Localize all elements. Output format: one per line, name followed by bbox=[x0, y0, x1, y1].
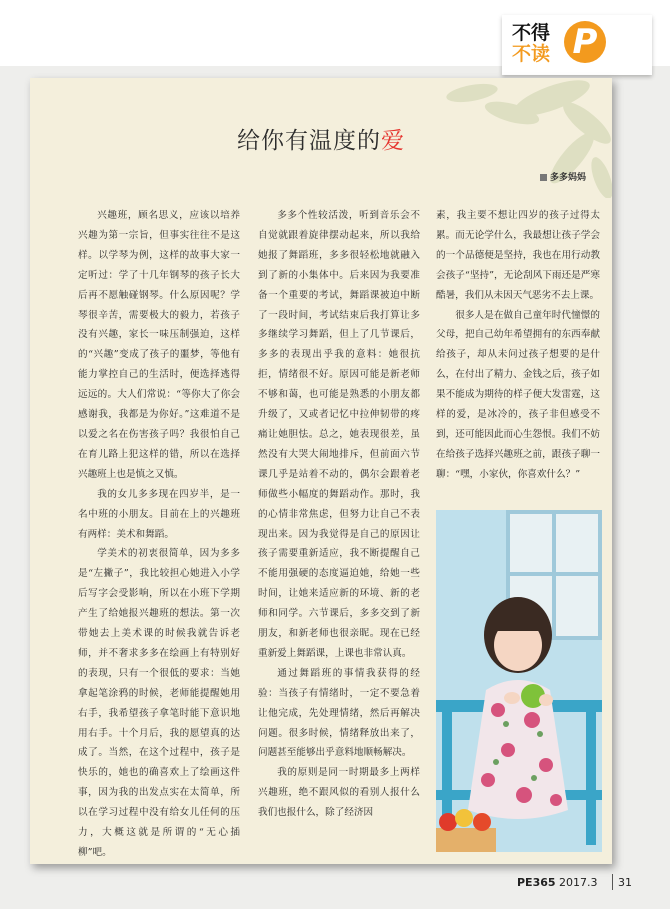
paragraph: 通过舞蹈班的事情我获得的经验：当孩子有情绪时，一定不要急着让他完成，先处理情绪，然后再解决问题。很多时候，情绪释放出来了，问题甚至能够出乎意料地顺畅解决。 bbox=[258, 667, 420, 759]
author-byline bbox=[540, 170, 586, 183]
footer-magazine bbox=[517, 876, 598, 889]
paragraph: 素，我主要不想让四岁的孩子过得太累。而无论学什么，我最想让孩子学会的一个品德便是坚持，我也在用行动教会孩子“坚持”，无论刮风下雨还是严寒酷暑，我们从未因天气恶劣不去上课。 bbox=[436, 210, 600, 301]
paragraph: 多多个性较活泼，听到音乐会不自觉就跟着旋律摆动起来，所以我给她报了舞蹈班，多多很轻松地就融入到了新的小集体中。后来因为我要准备一个重要的考试，舞蹈课被迫中断了一段时间，考试结束后我打算让多多继续学习舞蹈，但上了几节课后，多多的表现出乎我的意料：她很抗拒，情绪很不好。原因可能是新老师不够和蔼，也可能是熟悉的小朋友都升级了，又或者记忆中拉伸韧带的疼痛让她胆怯。总之，她表现很差，虽然没有大哭大闹地排斥，但前面六节课几乎是站着不动的，偶尔会跟着老师做些小幅度的舞蹈动作。那时，我的心情非常焦虑，但努力让自己不表现出来。因为我觉得是自己的原因让孩子需要重新适应，我不断提醒自己不能用强硬的态度逼迫她，给她一些时间，让她来适应新的环境、新的老师和同学。六节课后，多多交到了新朋友，和新老师也很亲昵。现在已经重新爱上舞蹈课，上课也非常认真。 bbox=[258, 210, 420, 659]
column-badge bbox=[502, 15, 652, 75]
paragraph: 我的原则是同一时期最多上两样兴趣班，绝不跟风似的看别人报什么我们也报什么，除了经济因 bbox=[258, 767, 420, 819]
article-title bbox=[30, 122, 612, 155]
footer-issue: 2017.3 bbox=[559, 876, 598, 889]
byline-square-icon bbox=[540, 174, 547, 181]
girl-photo bbox=[436, 510, 602, 852]
author-name: 多多妈妈 bbox=[550, 173, 587, 183]
text-column-1 bbox=[78, 206, 240, 863]
page-number: 31 bbox=[618, 876, 632, 889]
article-title-main: 给你有温度的 bbox=[237, 128, 381, 154]
paragraph: 兴趣班，顾名思义，应该以培养兴趣为第一宗旨，但事实往往不是这样。以学琴为例，这样的故事大家一定听过：学了十几年钢琴的孩子长大后再不愿触碰钢琴。什么原因呢？学琴很辛苦，需要极大的毅力，若孩子没有兴趣，家长一味压制强迫，这样的“兴趣”变成了孩子的噩梦，等他有能力掌控自己的生活时，便选择逃得远远的。大人们常说：“等你大了你会感谢我，我都是为你好。”这难道不是以爱之名在伤害孩子吗？我很怕自己在育儿路上犯这样的错，所以在选择兴趣班上也是慎之又慎。 bbox=[78, 210, 240, 480]
column-badge-text bbox=[512, 23, 556, 65]
article-title-highlight: 爱 bbox=[381, 128, 405, 154]
footer-brand-name: PE365 bbox=[517, 876, 556, 889]
text-column-2 bbox=[258, 206, 420, 823]
article-page bbox=[30, 78, 612, 864]
p-logo-icon: P bbox=[564, 21, 606, 63]
paragraph: 我的女儿多多现在四岁半，是一名中班的小朋友。目前在上的兴趣班有两样：美术和舞蹈。 bbox=[78, 488, 240, 540]
paragraph: 很多人是在做自己童年时代憧憬的父母，把自己幼年希望拥有的东西奉献给孩子，却从未问过孩子想要的是什么，在付出了精力、金钱之后，孩子如果不能成为期待的样子便大发雷霆，这样的爱，是冰冷的，孩子非但感受不到，还可能因此而心生怨恨。我们不妨在给孩子选择兴趣班之前，跟孩子聊一聊：“嘿，小家伙，你喜欢什么？” bbox=[436, 309, 600, 480]
footer-divider bbox=[612, 874, 613, 890]
badge-line-1: 不得 bbox=[512, 22, 551, 44]
paragraph: 学美术的初衷很简单，因为多多是“左撇子”，我比较担心她进入小学后写字会受影响，所以在小班下学期产生了给她报兴趣班的想法。第一次带她去上美术课的时候我就告诉老师，并不奢求多多在绘画上有特别好的表现，只有一个很低的要求：当她拿起笔涂鸦的时候，老师能提醒她用右手，我希望孩子拿笔时能下意识地用右手。十个月后，我的愿望真的达成了。当然，在这个过程中，孩子是快乐的，她也的确喜欢上了绘画这件事，因为我的出发点实在太简单，所以在学习过程中没有给女儿任何的压力，大概这就是所谓的“无心插柳”吧。 bbox=[78, 548, 240, 858]
badge-line-2: 不读 bbox=[512, 43, 551, 65]
text-column-3 bbox=[436, 206, 600, 485]
